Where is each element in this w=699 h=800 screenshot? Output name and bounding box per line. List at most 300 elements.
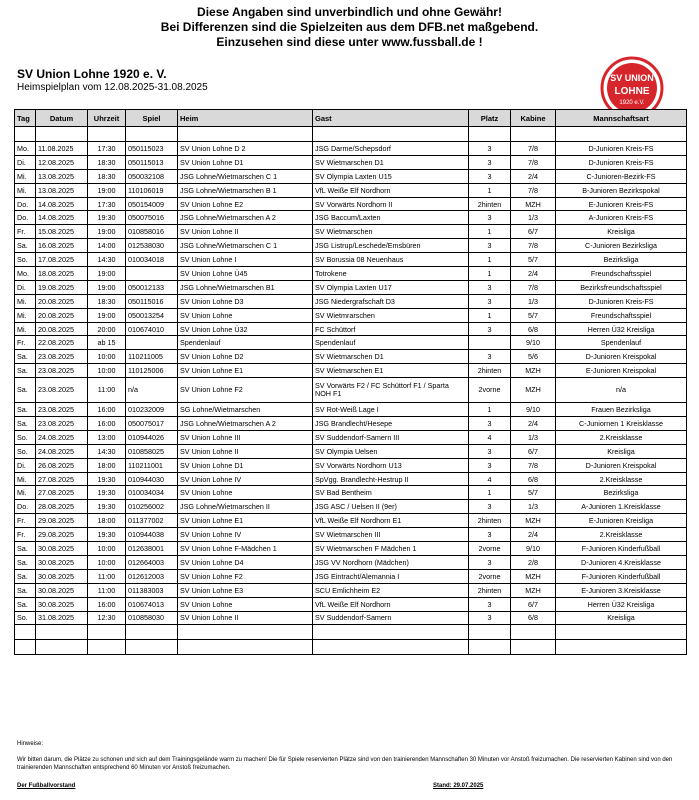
cell-kabine: 9/10 (511, 542, 556, 556)
empty-cell (469, 640, 511, 655)
cell-platz: 3 (469, 211, 511, 225)
cell-spiel: 110211005 (126, 350, 178, 364)
cell-tag: Sa. (15, 555, 36, 569)
cell-mannschaftsart: C-Junioren-Bezirk-FS (556, 169, 687, 183)
cell-heim: JSG Lohne/Wietmarschen B1 (178, 280, 313, 294)
cell-datum: 20.08.2025 (36, 322, 88, 336)
cell-spiel: 110125006 (126, 364, 178, 378)
cell-platz: 3 (469, 239, 511, 253)
table-row (15, 253, 687, 267)
cell-mannschaftsart: Bezirksfreundschaftsspiel (556, 280, 687, 294)
table-row (15, 155, 687, 169)
cell-gast: SV Wietmarschen D1 (313, 350, 469, 364)
cell-kabine: 6/8 (511, 322, 556, 336)
cell-kabine: 1/3 (511, 211, 556, 225)
cell-heim: SV Union Lohne II (178, 225, 313, 239)
cell-platz: 2hinten (469, 364, 511, 378)
cell-gast: SV Bad Bentheim (313, 486, 469, 500)
cell-gast: SV Vorwärts Nordhorn U13 (313, 458, 469, 472)
table-row (15, 430, 687, 444)
cell-uhrzeit: 14:30 (88, 253, 126, 267)
table-row (15, 500, 687, 514)
cell-datum: 30.08.2025 (36, 597, 88, 611)
empty-row (15, 625, 687, 640)
cell-datum: 13.08.2025 (36, 183, 88, 197)
club-name: SV Union Lohne 1920 e. V. (17, 67, 167, 81)
table-row (15, 583, 687, 597)
cell-uhrzeit: 11:00 (88, 583, 126, 597)
cell-gast: VfL Weiße Elf Nordhorn (313, 183, 469, 197)
cell-datum: 26.08.2025 (36, 458, 88, 472)
empty-cell (126, 640, 178, 655)
cell-mannschaftsart: E-Junioren Kreispokal (556, 364, 687, 378)
cell-spiel: 050075016 (126, 211, 178, 225)
cell-heim: SV Union Lohne IV (178, 528, 313, 542)
cell-mannschaftsart: Freundschaftsspiel (556, 308, 687, 322)
cell-uhrzeit: 19:30 (88, 528, 126, 542)
cell-gast: FC Schüttorf (313, 322, 469, 336)
cell-gast: SV Olympia Laxten U17 (313, 280, 469, 294)
cell-uhrzeit: 16:00 (88, 403, 126, 417)
cell-platz: 3 (469, 417, 511, 431)
cell-tag: Fr. (15, 336, 36, 350)
col-tag: Tag (15, 110, 36, 127)
cell-kabine: 2/4 (511, 267, 556, 281)
cell-gast: SpVgg. Brandlecht-Hestrup II (313, 472, 469, 486)
cell-tag: Fr. (15, 225, 36, 239)
notice-line-1: Diese Angaben sind unverbindlich und ohne Gewähr! (197, 5, 502, 19)
cell-gast: SV Suddendorf-Samern (313, 611, 469, 625)
cell-heim: JSG Lohne/Wietmarschen A 2 (178, 211, 313, 225)
cell-datum: 23.08.2025 (36, 364, 88, 378)
cell-mannschaftsart: 2.Kreisklasse (556, 430, 687, 444)
cell-tag: Do. (15, 500, 36, 514)
cell-mannschaftsart: A-Junioren 1.Kreisklasse (556, 500, 687, 514)
table-row (15, 378, 687, 403)
logo-year: 1920 e.V. (619, 100, 645, 106)
cell-mannschaftsart: Bezirksliga (556, 253, 687, 267)
cell-kabine: MZH (511, 569, 556, 583)
cell-uhrzeit: 19:30 (88, 500, 126, 514)
empty-row (15, 127, 687, 142)
cell-mannschaftsart: D-Junioren Kreis-FS (556, 294, 687, 308)
table-row (15, 528, 687, 542)
table-row (15, 514, 687, 528)
empty-cell (556, 127, 687, 142)
cell-mannschaftsart: D-Junioren Kreispokal (556, 458, 687, 472)
cell-spiel: 012538030 (126, 239, 178, 253)
cell-gast: SV Wietmarschen E1 (313, 364, 469, 378)
empty-cell (36, 127, 88, 142)
cell-platz: 3 (469, 294, 511, 308)
cell-kabine: 5/7 (511, 308, 556, 322)
cell-kabine: 1/3 (511, 430, 556, 444)
cell-tag: Mi. (15, 322, 36, 336)
cell-kabine: 6/7 (511, 444, 556, 458)
home-schedule-table (14, 109, 687, 655)
table-row (15, 444, 687, 458)
empty-cell (469, 625, 511, 640)
cell-mannschaftsart: Frauen Bezirksliga (556, 403, 687, 417)
cell-tag: So. (15, 444, 36, 458)
cell-gast: VfL Weiße Elf Nordhorn (313, 597, 469, 611)
table-row (15, 280, 687, 294)
cell-mannschaftsart: Herren Ü32 Kreisliga (556, 322, 687, 336)
cell-uhrzeit: 10:00 (88, 542, 126, 556)
cell-heim: SV Union Lohne D 2 (178, 142, 313, 156)
cell-heim: SV Union Lohne F2 (178, 569, 313, 583)
cell-gast: VfL Weiße Elf Nordhorn E1 (313, 514, 469, 528)
table-row (15, 472, 687, 486)
cell-gast: JSG ASC / Uelsen II (9er) (313, 500, 469, 514)
table-row (15, 225, 687, 239)
cell-uhrzeit: 11:00 (88, 569, 126, 583)
cell-platz: 3 (469, 155, 511, 169)
cell-spiel: 012664003 (126, 555, 178, 569)
cell-kabine: 7/8 (511, 280, 556, 294)
cell-mannschaftsart: B-Junioren Bezirkspokal (556, 183, 687, 197)
cell-spiel: 050115016 (126, 294, 178, 308)
cell-mannschaftsart: 2.Kreisklasse (556, 472, 687, 486)
cell-mannschaftsart: D-Junioren Kreis-FS (556, 155, 687, 169)
cell-datum: 28.08.2025 (36, 500, 88, 514)
hint-label: Hinweise: (17, 741, 44, 747)
cell-gast: Totrokene (313, 267, 469, 281)
cell-uhrzeit: 19:00 (88, 280, 126, 294)
cell-spiel: 011383003 (126, 583, 178, 597)
cell-platz: 1 (469, 253, 511, 267)
cell-platz: 3 (469, 142, 511, 156)
cell-uhrzeit: 18:30 (88, 155, 126, 169)
notice-line-2: Bei Differenzen sind die Spielzeiten aus dem DFB.net maßgebend. (160, 20, 539, 34)
cell-spiel: 050013254 (126, 308, 178, 322)
cell-uhrzeit: 18:30 (88, 294, 126, 308)
empty-cell (178, 625, 313, 640)
cell-uhrzeit: 18:00 (88, 514, 126, 528)
cell-gast: SV Suddendorf-Samern III (313, 430, 469, 444)
cell-tag: So. (15, 611, 36, 625)
cell-spiel: 050032108 (126, 169, 178, 183)
cell-heim: JSG Lohne/Wietmarschen A 2 (178, 417, 313, 431)
cell-datum: 30.08.2025 (36, 583, 88, 597)
cell-datum: 30.08.2025 (36, 569, 88, 583)
empty-cell (313, 640, 469, 655)
cell-mannschaftsart: Herren Ü32 Kreisliga (556, 597, 687, 611)
empty-cell (88, 625, 126, 640)
logo-text-bottom: LOHNE (614, 86, 650, 97)
cell-heim: SV Union Lohne (178, 597, 313, 611)
cell-heim: SV Union Lohne E1 (178, 514, 313, 528)
cell-datum: 30.08.2025 (36, 542, 88, 556)
cell-tag: Mo. (15, 267, 36, 281)
col-mannschaftsart: Mannschaftsart (556, 110, 687, 127)
table-row (15, 142, 687, 156)
empty-cell (126, 127, 178, 142)
cell-gast: SV Olympia Laxten U15 (313, 169, 469, 183)
col-platz: Platz (469, 110, 511, 127)
cell-kabine: 7/8 (511, 458, 556, 472)
cell-datum: 24.08.2025 (36, 444, 88, 458)
hint-text: Wir bitten darum, die Plätze zu schonen und sich auf dem Trainingsgelände warm zu machen! Die für Spiele reservierten Plätze sind von den trainierenden Mannschaften 30 Minuten vor Anstoß freizumachen. Die reservierten Kabinen sind von den trainierenden Mannschaften entsprechend 60 Minuten vor Anstoß freizumachen. (17, 757, 673, 771)
cell-spiel: 010858030 (126, 611, 178, 625)
cell-spiel: 010858016 (126, 225, 178, 239)
cell-heim: SV Union Lohne III (178, 430, 313, 444)
cell-tag: Mi. (15, 486, 36, 500)
cell-datum: 22.08.2025 (36, 336, 88, 350)
cell-datum: 16.08.2025 (36, 239, 88, 253)
cell-datum: 15.08.2025 (36, 225, 88, 239)
cell-platz: 1 (469, 183, 511, 197)
empty-cell (313, 127, 469, 142)
cell-uhrzeit: 19:00 (88, 225, 126, 239)
cell-kabine: 6/8 (511, 472, 556, 486)
table-row (15, 183, 687, 197)
cell-uhrzeit: 10:00 (88, 350, 126, 364)
cell-platz: 2vorne (469, 378, 511, 403)
cell-spiel: 011377002 (126, 514, 178, 528)
cell-tag: Di. (15, 458, 36, 472)
cell-datum: 30.08.2025 (36, 555, 88, 569)
cell-gast: SV Vorwärts Nordhorn II (313, 197, 469, 211)
cell-tag: Sa. (15, 403, 36, 417)
cell-kabine: 2/4 (511, 169, 556, 183)
table-row (15, 364, 687, 378)
cell-uhrzeit: 19:00 (88, 183, 126, 197)
cell-uhrzeit: 13:00 (88, 430, 126, 444)
cell-datum: 17.08.2025 (36, 253, 88, 267)
empty-cell (36, 640, 88, 655)
cell-heim: SV Union Lohne D3 (178, 294, 313, 308)
cell-heim: JSG Lohne/Wietmarschen C 1 (178, 239, 313, 253)
empty-cell (511, 127, 556, 142)
table-row (15, 197, 687, 211)
cell-tag: Mo. (15, 142, 36, 156)
col-datum: Datum (36, 110, 88, 127)
cell-datum: 13.08.2025 (36, 169, 88, 183)
cell-datum: 12.08.2025 (36, 155, 88, 169)
cell-uhrzeit: 20:00 (88, 322, 126, 336)
cell-platz: 1 (469, 267, 511, 281)
cell-platz: 3 (469, 597, 511, 611)
cell-mannschaftsart: C-Juniornen 1 Kreisklasse (556, 417, 687, 431)
cell-platz: 3 (469, 350, 511, 364)
cell-gast: JSG Darme/Schepsdorf (313, 142, 469, 156)
cell-mannschaftsart: Bezirksliga (556, 486, 687, 500)
cell-heim: SV Union Lohne E2 (178, 197, 313, 211)
col-spiel: Spiel (126, 110, 178, 127)
cell-gast: SCU Emlichheim E2 (313, 583, 469, 597)
cell-uhrzeit: 17:30 (88, 197, 126, 211)
notice-line-3: Einzusehen sind diese unter www.fussball.de ! (216, 35, 483, 49)
cell-kabine: 7/8 (511, 142, 556, 156)
cell-mannschaftsart: Spendenlauf (556, 336, 687, 350)
empty-cell (313, 625, 469, 640)
cell-platz: 2vorne (469, 542, 511, 556)
cell-platz: 3 (469, 169, 511, 183)
empty-cell (36, 625, 88, 640)
cell-heim: SV Union Lohne E1 (178, 364, 313, 378)
cell-kabine: 7/8 (511, 183, 556, 197)
cell-uhrzeit: 12:30 (88, 611, 126, 625)
cell-uhrzeit: 14:00 (88, 239, 126, 253)
cell-platz: 3 (469, 611, 511, 625)
cell-datum: 14.08.2025 (36, 211, 88, 225)
empty-cell (178, 127, 313, 142)
empty-row (15, 640, 687, 655)
cell-spiel: 010034018 (126, 253, 178, 267)
cell-spiel: 010858025 (126, 444, 178, 458)
cell-uhrzeit: 11:00 (88, 378, 126, 403)
cell-tag: Sa. (15, 378, 36, 403)
cell-tag: Sa. (15, 569, 36, 583)
cell-heim: JSG Lohne/Wietmarschen II (178, 500, 313, 514)
cell-heim: SV Union Lohne Ü45 (178, 267, 313, 281)
cell-datum: 23.08.2025 (36, 403, 88, 417)
empty-cell (126, 625, 178, 640)
cell-gast: JSG Listrup/Leschede/Emsbüren (313, 239, 469, 253)
table-row (15, 611, 687, 625)
table-row (15, 555, 687, 569)
cell-spiel: 050012133 (126, 280, 178, 294)
table-row (15, 542, 687, 556)
cell-gast: SV Wietmarschen III (313, 528, 469, 542)
cell-heim: SV Union Lohne Ü32 (178, 322, 313, 336)
cell-spiel: 110106019 (126, 183, 178, 197)
cell-uhrzeit: 19:00 (88, 267, 126, 281)
cell-tag: Mi. (15, 472, 36, 486)
cell-gast: SV Wietmarschen F Mädchen 1 (313, 542, 469, 556)
empty-cell (511, 640, 556, 655)
table-row (15, 267, 687, 281)
cell-tag: So. (15, 253, 36, 267)
cell-uhrzeit: 18:30 (88, 169, 126, 183)
cell-platz: 1 (469, 403, 511, 417)
cell-tag: Sa. (15, 350, 36, 364)
cell-kabine: 5/7 (511, 253, 556, 267)
cell-gast: JSG Niedergrafschaft D3 (313, 294, 469, 308)
empty-cell (178, 640, 313, 655)
table-row (15, 169, 687, 183)
cell-spiel: 010944026 (126, 430, 178, 444)
cell-platz: 3 (469, 444, 511, 458)
cell-uhrzeit: 14:30 (88, 444, 126, 458)
cell-mannschaftsart: D-Junioren Kreispokal (556, 350, 687, 364)
cell-spiel: 110211001 (126, 458, 178, 472)
table-row (15, 486, 687, 500)
cell-spiel: 010034034 (126, 486, 178, 500)
cell-mannschaftsart: n/a (556, 378, 687, 403)
cell-heim: SV Union Lohne E3 (178, 583, 313, 597)
cell-datum: 20.08.2025 (36, 294, 88, 308)
cell-uhrzeit: 16:00 (88, 417, 126, 431)
cell-heim: SV Union Lohne D4 (178, 555, 313, 569)
col-gast: Gast (313, 110, 469, 127)
empty-cell (88, 640, 126, 655)
cell-uhrzeit: 18:00 (88, 458, 126, 472)
cell-platz: 3 (469, 528, 511, 542)
cell-gast: SV Olympia Uelsen (313, 444, 469, 458)
cell-kabine: 6/8 (511, 611, 556, 625)
cell-platz: 1 (469, 225, 511, 239)
cell-spiel: 010674010 (126, 322, 178, 336)
empty-cell (15, 127, 36, 142)
empty-cell (511, 625, 556, 640)
cell-heim: SV Union Lohne (178, 486, 313, 500)
table-header-row (15, 110, 687, 127)
cell-spiel: 050075017 (126, 417, 178, 431)
cell-spiel: 010944030 (126, 472, 178, 486)
cell-gast: JSG Baccum/Laxten (313, 211, 469, 225)
table-row (15, 239, 687, 253)
cell-uhrzeit: 10:00 (88, 555, 126, 569)
cell-datum: 18.08.2025 (36, 267, 88, 281)
cell-datum: 23.08.2025 (36, 378, 88, 403)
cell-mannschaftsart: Freundschaftsspiel (556, 267, 687, 281)
col-heim: Heim (178, 110, 313, 127)
cell-spiel: 050154009 (126, 197, 178, 211)
cell-gast: JSG Eintracht/Alemannia I (313, 569, 469, 583)
cell-spiel: 012612003 (126, 569, 178, 583)
cell-platz: 1 (469, 486, 511, 500)
cell-mannschaftsart: F-Junioren Kinderfußball (556, 542, 687, 556)
cell-gast: JSG Brandlecht/Hesepe (313, 417, 469, 431)
cell-tag: Fr. (15, 514, 36, 528)
cell-uhrzeit: 19:30 (88, 472, 126, 486)
cell-spiel: 010944038 (126, 528, 178, 542)
cell-uhrzeit: 17:30 (88, 142, 126, 156)
cell-datum: 11.08.2025 (36, 142, 88, 156)
table-row (15, 308, 687, 322)
cell-kabine: 6/7 (511, 597, 556, 611)
cell-platz: 2hinten (469, 514, 511, 528)
cell-kabine: 9/10 (511, 336, 556, 350)
stand-date: Stand: 29.07.2025 (433, 783, 484, 789)
cell-kabine: 5/7 (511, 486, 556, 500)
cell-tag: Sa. (15, 417, 36, 431)
col-kabine: Kabine (511, 110, 556, 127)
table-row (15, 403, 687, 417)
cell-tag: Sa. (15, 239, 36, 253)
cell-mannschaftsart: D-Junioren Kreis-FS (556, 142, 687, 156)
cell-spiel (126, 336, 178, 350)
cell-kabine: MZH (511, 583, 556, 597)
cell-kabine: 5/6 (511, 350, 556, 364)
cell-datum: 19.08.2025 (36, 280, 88, 294)
cell-heim: SV Union Lohne D2 (178, 350, 313, 364)
cell-heim: SG Lohne/Wietmarschen (178, 403, 313, 417)
table-row (15, 350, 687, 364)
cell-tag: Mi. (15, 183, 36, 197)
cell-datum: 14.08.2025 (36, 197, 88, 211)
signature: Der Fußballvorstand (17, 783, 76, 789)
cell-platz: 3 (469, 280, 511, 294)
cell-tag: Fr. (15, 528, 36, 542)
cell-datum: 23.08.2025 (36, 417, 88, 431)
cell-tag: Sa. (15, 364, 36, 378)
cell-uhrzeit: 19:30 (88, 486, 126, 500)
cell-kabine: 2/4 (511, 528, 556, 542)
cell-kabine: 1/3 (511, 294, 556, 308)
cell-mannschaftsart: D-Junioren 4.Kreisklasse (556, 555, 687, 569)
col-uhrzeit: Uhrzeit (88, 110, 126, 127)
cell-kabine: 6/7 (511, 225, 556, 239)
cell-tag: Sa. (15, 583, 36, 597)
cell-mannschaftsart: Kreisliga (556, 444, 687, 458)
cell-mannschaftsart: E-Junioren Kreisliga (556, 514, 687, 528)
cell-tag: Do. (15, 211, 36, 225)
cell-uhrzeit: ab 15 (88, 336, 126, 350)
cell-uhrzeit: 10:00 (88, 364, 126, 378)
